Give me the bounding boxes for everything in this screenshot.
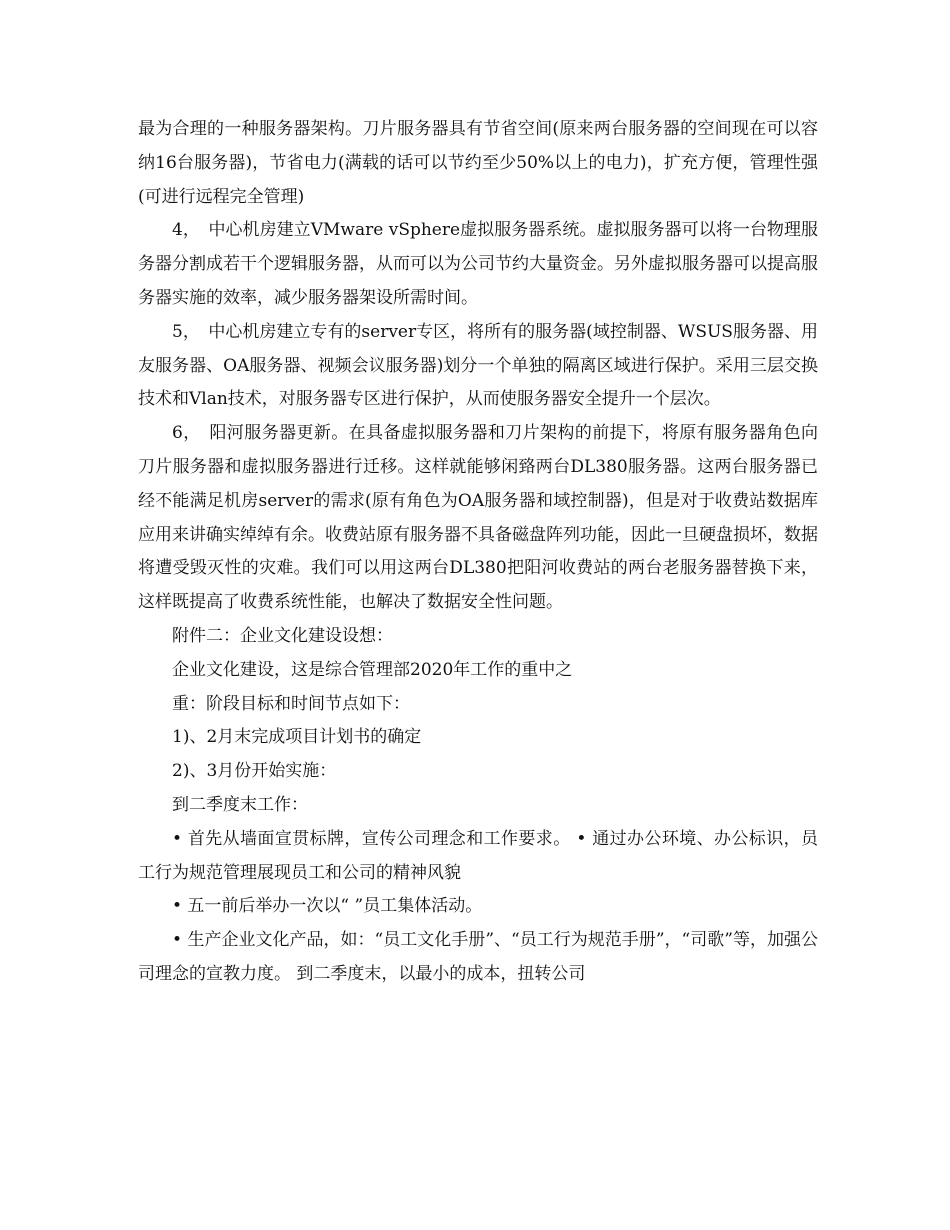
- paragraph-bullet-may-day: • 五一前后举办一次以“ ”员工集体活动。: [172, 896, 483, 917]
- paragraph-appendix-two-title: 附件二：企业文化建设设想：: [172, 625, 393, 646]
- paragraph-bullet-signage: • 首先从墙面宣贯标牌，宣传公司理念和工作要求。 • 通过办公环境、办公标识，员工行为规范管理展现员工和公司的精神风貌: [138, 828, 818, 883]
- paragraph-culture-stages: 重：阶段目标和时间节点如下：: [172, 693, 410, 714]
- paragraph-item-5-server-zone: 5， 中心机房建立专有的server专区，将所有的服务器(域控制器、WSUS服务器、用友服务器、OA服务器、视频会议服务器)划分一个单独的隔离区域进行保护。采用三层交换技术和Vlan技术，对服务器专区进行保护，从而使服务器安全提升一个层次。: [138, 321, 818, 410]
- paragraph-step-1: 1)、2月末完成项目计划书的确定: [172, 727, 422, 748]
- paragraph-step-2: 2)、3月份开始实施：: [172, 761, 337, 782]
- paragraph-q2-work: 到二季度末工作：: [172, 794, 308, 815]
- paragraph-culture-intro: 企业文化建设，这是综合管理部2020年工作的重中之: [172, 659, 573, 680]
- paragraph-bullet-products: • 生产企业文化产品，如：“员工文化手册”、“员工行为规范手册”，“司歌”等，加强公司理念的宣教力度。 到二季度末，以最小的成本，扭转公司: [138, 930, 818, 984]
- paragraph-blade-server: 最为合理的一种服务器架构。刀片服务器具有节省空间(原来两台服务器的空间现在可以容纳16台服务器)，节省电力(满载的话可以节约至少50%以上的电力)，扩充方便，管理性强(可进行远程完全管理): [138, 119, 818, 207]
- paragraph-item-6-server-update: 6， 阳河服务器更新。在具备虚拟服务器和刀片架构的前提下，将原有服务器角色向刀片服务器和虚拟服务器进行迁移。这样就能够闲臵两台DL380服务器。这两台服务器已经不能满足机房server的需求(原有角色为OA服务器和域控制器)，但是对于收费站数据库应用来讲确实绰绰有余。收费站原有服务器不具备磁盘阵列功能，因此一旦硬盘损坏，数据将遭受毁灭性的灾难。我们可以用这两台DL380把阳河收费站的两台老服务器替换下来，这样既提高了收费系统性能，也解决了数据安全性问题。: [138, 423, 818, 613]
- document-body: [138, 113, 818, 992]
- paragraph-item-4-vmware: 4， 中心机房建立VMware vSphere虚拟服务器系统。虚拟服务器可以将一台物理服务器分割成若干个逻辑服务器，从而可以为公司节约大量资金。另外虚拟服务器可以提高服务器实施的效率，减少服务器架设所需时间。: [138, 220, 818, 308]
